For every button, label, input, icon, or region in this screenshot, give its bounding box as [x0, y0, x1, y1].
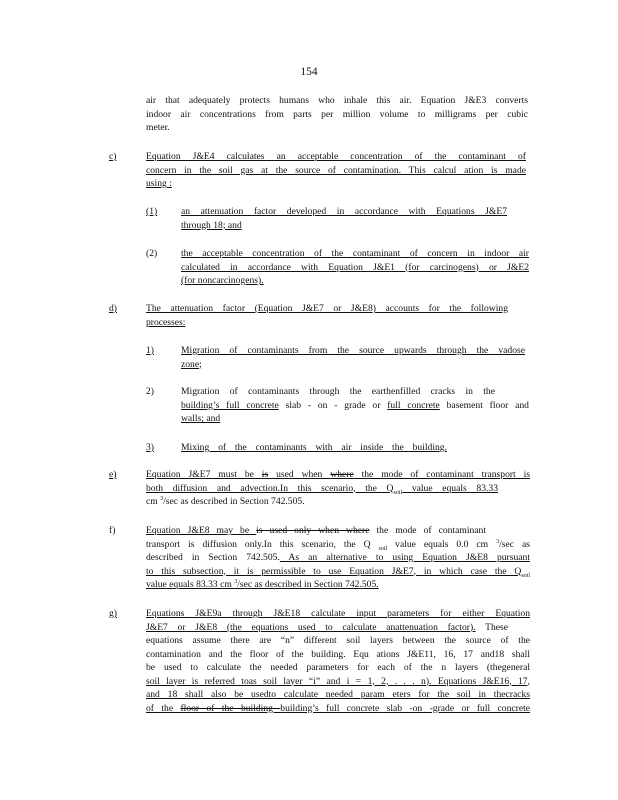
- text-line: [146, 538, 530, 552]
- text-run: the mode of contaminant: [369, 525, 487, 536]
- text-run: basement floor and: [439, 399, 529, 411]
- text-run: /sec as: [499, 538, 530, 550]
- text-run: Equation J&E7 must be: [146, 469, 262, 480]
- text-run: to this subsection, it is permissible to use Equation J&E7, in which case the Q: [146, 565, 522, 577]
- text-line: and 18 shall also be usedto calculate needed param eters for the soil in thecracks: [146, 689, 530, 700]
- text-run: value equals 83.33: [402, 482, 498, 494]
- subscript: soil: [378, 545, 388, 552]
- struck-text: is: [261, 469, 269, 480]
- text-line: Migration of contaminants from the source upwards through the vadose: [181, 345, 525, 356]
- subscript: soil: [393, 489, 403, 496]
- section-e-paragraph: [146, 468, 530, 509]
- text-line: [146, 468, 530, 482]
- text-run: building’s full concrete: [280, 702, 380, 714]
- text-line: the acceptable concentration of the contaminant of concern in indoor air: [181, 248, 529, 259]
- section-f-paragraph: [146, 524, 530, 592]
- item-d1-text: [181, 344, 525, 371]
- text-line: [146, 621, 508, 635]
- section-label-f: f): [109, 525, 116, 536]
- text-run: the mode of contaminant transport is: [353, 469, 531, 480]
- text-line: [146, 565, 530, 579]
- item-label-c1: (1): [146, 206, 158, 217]
- section-label-c: c): [109, 151, 117, 162]
- text-line: equations assume there are “n” different soil layers between the source of the: [146, 635, 530, 646]
- text-line: soil layer is referred toas soil layer “i” and i = 1, 2, . . . n). Equations J&E16, 17,: [146, 675, 530, 687]
- struck-text: floor of the building: [180, 702, 281, 714]
- text-run: cm: [146, 496, 161, 507]
- intro-line: meter.: [146, 122, 170, 133]
- text-line: (for noncarcinogens).: [181, 275, 264, 286]
- text-run: both diffusion and advection.In this scenario, the Q: [146, 482, 394, 494]
- section-label-g: g): [109, 608, 117, 619]
- text-line: calculated in accordance with Equation J&E1 (for carcinogens) or J&E2: [181, 261, 529, 273]
- text-line: be used to calculate the needed parameters for each of the n layers (thegeneral: [146, 662, 530, 673]
- text-line: The attenuation factor (Equation J&E7 or J&E8) accounts for the following: [146, 303, 508, 314]
- text-line: Mixing of the contaminants with air inside the building.: [181, 442, 447, 453]
- text-run: described in Section 742.505.: [146, 552, 280, 563]
- underlined-text: As an alternative to using Equation J&E8 pursuant: [279, 552, 530, 563]
- underlined-text: J&E7 or J&E8 (the equations used to calculate anattenuation factor).: [146, 621, 476, 633]
- text-line: [146, 578, 530, 592]
- text-run: used when: [268, 469, 331, 480]
- text-line: contamination and the floor of the building. Equ ations J&E11, 16, 17 and18 shall: [146, 648, 530, 660]
- item-c1-text: [181, 205, 507, 232]
- section-d-paragraph: [146, 302, 508, 329]
- text-line: [146, 482, 498, 496]
- section-g-paragraph: [146, 607, 530, 715]
- underlined-text: Equation J&E8 may be: [146, 525, 257, 536]
- text-run: /sec as described in Section 742.505.: [237, 579, 379, 590]
- item-c2-text: [181, 247, 529, 288]
- text-run: transport is diffusion only.In this scenario, the Q: [146, 538, 379, 550]
- superscript: 3: [160, 495, 164, 502]
- superscript: 3: [496, 538, 500, 545]
- section-label-d: d): [109, 303, 117, 314]
- text-line: walls; and: [181, 413, 221, 424]
- text-line: using :: [146, 178, 172, 189]
- item-d3-text: [181, 441, 447, 455]
- underlined-text: building’s full concrete: [181, 399, 279, 411]
- item-label-c2: (2): [146, 248, 158, 259]
- item-label-d3: 3): [146, 442, 154, 453]
- text-line: Equation J&E4 calculates an acceptable concentration of the contaminant of: [146, 151, 526, 162]
- text-run: value equals 83.33 cm: [146, 579, 235, 590]
- superscript: 3: [234, 578, 238, 585]
- item-d2-text: [181, 385, 529, 426]
- intro-paragraph: [146, 94, 528, 135]
- item-label-d2: 2): [146, 386, 154, 397]
- intro-line: air that adequately protects humans who inhale this air. Equation J&E3 converts: [146, 95, 528, 106]
- intro-line: indoor air concentrations from parts per million volume to milligrams per cubic: [146, 108, 528, 120]
- text-line: concern in the soil gas at the source of contamination. This calcul ation is made: [146, 164, 526, 176]
- text-line: [146, 524, 486, 538]
- text-run: These: [475, 621, 508, 633]
- text-run: slab -on -grade or full concrete: [379, 702, 531, 714]
- section-c-paragraph: [146, 150, 526, 191]
- text-line: an attenuation factor developed in accordance with Equations J&E7: [181, 206, 507, 217]
- text-line: Migration of contaminants through the earthenfilled cracks in the: [181, 386, 495, 397]
- text-run: value equals 0.0 cm: [387, 538, 497, 550]
- subscript: soil: [521, 572, 530, 579]
- text-line: [146, 495, 530, 509]
- text-run: /sec as described in Section 742.505.: [163, 496, 305, 507]
- text-line: zone;: [181, 358, 202, 370]
- item-label-d1: 1): [146, 345, 154, 356]
- section-label-e: e): [109, 469, 117, 480]
- text-line: processes:: [146, 316, 186, 328]
- underlined-text: full concrete: [387, 399, 440, 411]
- text-run: of the: [146, 702, 181, 714]
- text-line: [146, 702, 530, 716]
- struck-text: where: [330, 469, 354, 480]
- text-line: through 18; and: [181, 219, 242, 231]
- text-line: Equations J&E9a through J&E18 calculate input parameters for either Equation: [146, 608, 530, 619]
- page-number: 154: [300, 66, 318, 78]
- struck-text: is used only when where: [256, 525, 370, 536]
- text-line: [146, 551, 530, 565]
- text-run: slab - on - grade or: [278, 399, 388, 411]
- text-line: [181, 399, 529, 413]
